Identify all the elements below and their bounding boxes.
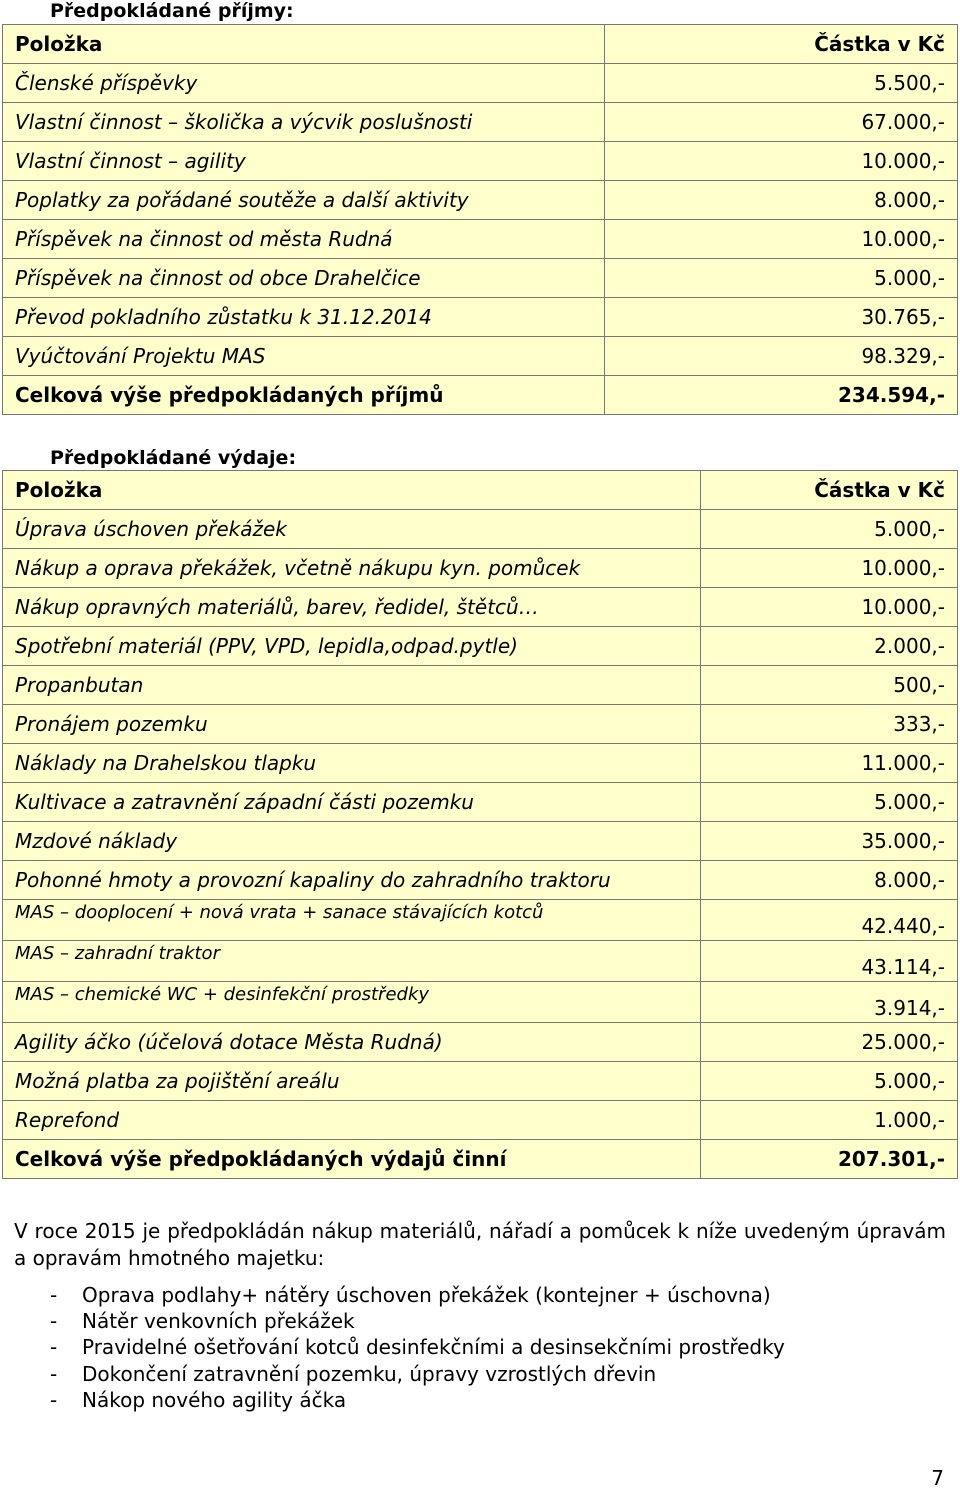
column-header-amount: Částka v Kč <box>605 25 958 64</box>
row-label: Nákup opravných materiálů, barev, ředidel, štětců… <box>3 588 701 627</box>
list-item <box>14 1361 785 1387</box>
row-label: MAS – dooplocení + nová vrata + sanace stávajících kotců <box>3 900 701 941</box>
table-row <box>3 822 958 861</box>
table-row <box>3 337 958 376</box>
table-row <box>3 705 958 744</box>
table-row <box>3 510 958 549</box>
table-row <box>3 549 958 588</box>
list-item-text: Oprava podlahy+ nátěry úschoven překážek (kontejner + úschovna) <box>82 1283 771 1307</box>
row-label: Úprava úschoven překážek <box>3 510 701 549</box>
list-item <box>14 1282 785 1308</box>
total-label: Celková výše předpokládaných výdajů činní <box>3 1140 701 1179</box>
row-amount: 10.000,- <box>605 220 958 259</box>
table-header-row <box>3 25 958 64</box>
expenses-section-title: Předpokládané výdaje: <box>50 447 297 469</box>
row-label: Vlastní činnost – agility <box>3 142 605 181</box>
row-amount: 2.000,- <box>701 627 958 666</box>
row-amount: 3.914,- <box>701 982 958 1023</box>
list-item-text: Dokončení zatravnění pozemku, úpravy vzrostlých dřevin <box>82 1361 657 1386</box>
column-header-item: Položka <box>3 25 605 64</box>
row-label: Příspěvek na činnost od obce Drahelčice <box>3 259 605 298</box>
row-amount: 5.000,- <box>701 783 958 822</box>
row-amount: 10.000,- <box>605 142 958 181</box>
total-amount: 207.301,- <box>701 1140 958 1179</box>
row-label: Agility áčko (účelová dotace Města Rudná) <box>3 1023 701 1062</box>
row-amount: 98.329,- <box>605 337 958 376</box>
row-label: Poplatky za pořádané soutěže a další aktivity <box>3 181 605 220</box>
row-amount: 5.000,- <box>701 1062 958 1101</box>
row-label: Spotřební materiál (PPV, VPD, lepidla,odpad.pytle) <box>3 627 701 666</box>
table-row <box>3 941 958 982</box>
expenses-table <box>2 470 958 1179</box>
list-item <box>14 1334 785 1360</box>
table-row <box>3 666 958 705</box>
row-amount: 11.000,- <box>701 744 958 783</box>
row-amount: 43.114,- <box>701 941 958 982</box>
row-amount: 67.000,- <box>605 103 958 142</box>
row-label: Pronájem pozemku <box>3 705 701 744</box>
income-table <box>2 24 958 415</box>
plan-paragraph: V roce 2015 je předpokládán nákup materiálů, nářadí a pomůcek k níže uvedeným úpravám a opravám hmotného majetku: <box>14 1219 946 1270</box>
plan-list <box>14 1282 785 1413</box>
table-row <box>3 627 958 666</box>
income-total-row <box>3 376 958 415</box>
column-header-amount: Částka v Kč <box>701 471 958 510</box>
list-item-text: Nákop nového agility áčka <box>82 1387 347 1412</box>
row-label: MAS – zahradní traktor <box>3 941 701 982</box>
row-amount: 10.000,- <box>701 549 958 588</box>
row-amount: 1.000,- <box>701 1101 958 1140</box>
table-row <box>3 588 958 627</box>
row-amount: 8.000,- <box>701 861 958 900</box>
table-row <box>3 142 958 181</box>
row-label: Pohonné hmoty a provozní kapaliny do zahradního traktoru <box>3 861 701 900</box>
row-amount: 25.000,- <box>701 1023 958 1062</box>
page-number: 7 <box>931 1466 944 1490</box>
table-header-row <box>3 471 958 510</box>
income-section-title: Předpokládané příjmy: <box>50 0 294 22</box>
expenses-total-row <box>3 1140 958 1179</box>
table-row <box>3 103 958 142</box>
column-header-item: Položka <box>3 471 701 510</box>
row-label: Kultivace a zatravnění západní části pozemku <box>3 783 701 822</box>
row-label: Náklady na Drahelskou tlapku <box>3 744 701 783</box>
row-label: Vlastní činnost – školička a výcvik poslušnosti <box>3 103 605 142</box>
table-row <box>3 783 958 822</box>
table-row <box>3 900 958 941</box>
row-amount: 35.000,- <box>701 822 958 861</box>
total-label: Celková výše předpokládaných příjmů <box>3 376 605 415</box>
row-label: MAS – chemické WC + desinfekční prostředky <box>3 982 701 1023</box>
table-row <box>3 220 958 259</box>
total-amount: 234.594,- <box>605 376 958 415</box>
list-item <box>14 1308 785 1334</box>
row-label: Příspěvek na činnost od města Rudná <box>3 220 605 259</box>
row-amount: 10.000,- <box>701 588 958 627</box>
row-amount: 8.000,- <box>605 181 958 220</box>
bullet-dash: - <box>50 1387 58 1412</box>
bullet-dash: - <box>50 1309 58 1334</box>
row-label: Mzdové náklady <box>3 822 701 861</box>
table-row <box>3 1101 958 1140</box>
bullet-dash: - <box>50 1283 58 1307</box>
row-label: Nákup a oprava překážek, včetně nákupu kyn. pomůcek <box>3 549 701 588</box>
row-amount: 42.440,- <box>701 900 958 941</box>
row-label: Možná platba za pojištění areálu <box>3 1062 701 1101</box>
table-row <box>3 298 958 337</box>
list-item <box>14 1387 785 1413</box>
table-row <box>3 259 958 298</box>
table-row <box>3 861 958 900</box>
table-row <box>3 744 958 783</box>
row-label: Převod pokladního zůstatku k 31.12.2014 <box>3 298 605 337</box>
bullet-dash: - <box>50 1361 58 1386</box>
table-row <box>3 1062 958 1101</box>
row-amount: 333,- <box>701 705 958 744</box>
row-label: Reprefond <box>3 1101 701 1140</box>
row-label: Vyúčtování Projektu MAS <box>3 337 605 376</box>
table-row <box>3 64 958 103</box>
list-item-text: Pravidelné ošetřování kotců desinfekčními a desinsekčními prostředky <box>82 1335 785 1360</box>
row-amount: 5.500,- <box>605 64 958 103</box>
row-amount: 30.765,- <box>605 298 958 337</box>
bullet-dash: - <box>50 1335 58 1360</box>
row-label: Propanbutan <box>3 666 701 705</box>
table-row <box>3 982 958 1023</box>
row-amount: 5.000,- <box>701 510 958 549</box>
row-amount: 500,- <box>701 666 958 705</box>
table-row <box>3 1023 958 1062</box>
table-row <box>3 181 958 220</box>
row-label: Členské příspěvky <box>3 64 605 103</box>
row-amount: 5.000,- <box>605 259 958 298</box>
list-item-text: Nátěr venkovních překážek <box>82 1309 355 1334</box>
